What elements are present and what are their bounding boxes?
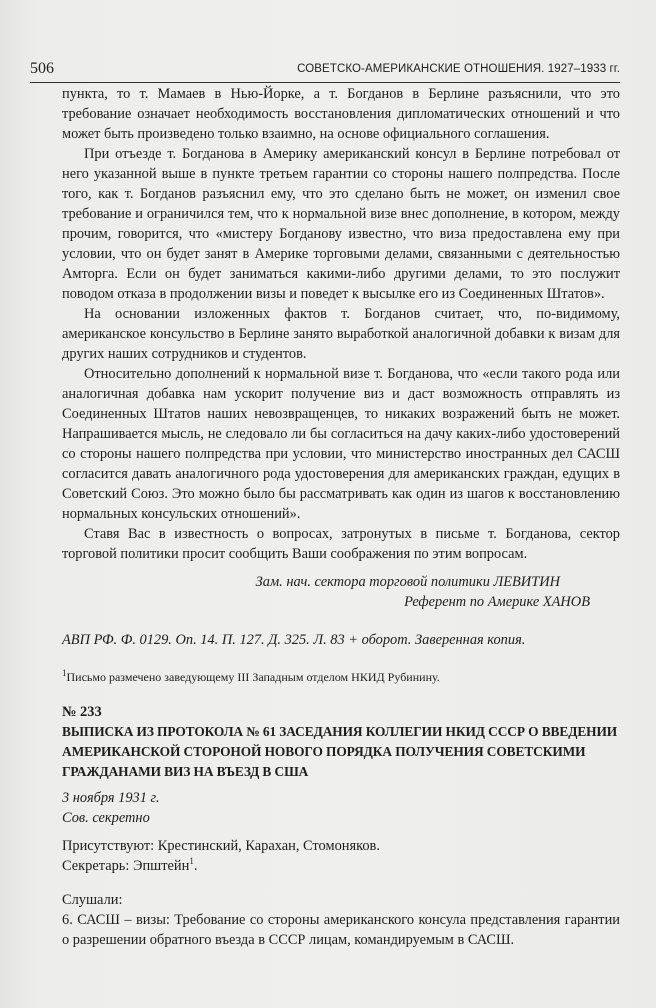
document-number: № 233 bbox=[62, 704, 102, 720]
document-title: ВЫПИСКА ИЗ ПРОТОКОЛА № 61 ЗАСЕДАНИЯ КОЛЛЕГИИ НКИД СССР О ВВЕДЕНИИ АМЕРИКАНСКОЙ СТОРОНОЙ НОВОГО ПОРЯДКА ПОЛУЧЕНИЯ СОВЕТСКИМИ ГРАЖДАНАМИ ВИЗ НА ВЪЕЗД В США bbox=[62, 724, 618, 779]
secretary: Секретарь: Эпштейн$^1$. bbox=[62, 856, 198, 874]
footnote-mark: 1 bbox=[62, 668, 67, 678]
agenda-item-6: 6. САСШ – визы: Требование со стороны американского консула представления гарантии о разрешении обратного въезда в СССР лицам, командируемым в САСШ. bbox=[62, 912, 620, 948]
paragraph-continuation: пункта, то т. Мамаев в Нью-Йорке, а т. Богданов в Берлине разъяснили, что это требование означает необходимость восстановления дипломатических отношений и что может быть произведено только взаимно, на основе официального соглашения. bbox=[62, 86, 620, 142]
footnote bbox=[62, 670, 620, 685]
footnote-text: Письмо размечено заведующему III Западным отделом НКИД Рубинину. bbox=[66, 670, 440, 684]
paragraph-conclusion: На основании изложенных фактов т. Богданов считает, что, по-видимому, американское консульство в Берлине занято выработкой аналогичной добавки к визам для других наших сотрудников и студентов. bbox=[62, 306, 620, 362]
signature-levitin: Зам. нач. сектора торговой политики ЛЕВИТИН bbox=[255, 574, 560, 590]
signature-khanov: Референт по Америке ХАНОВ bbox=[404, 594, 590, 610]
page-number: 506 bbox=[30, 60, 54, 77]
paragraph-bogdanov-departure: При отъезде т. Богданова в Америку американский консул в Берлине потребовал от него указанной выше в пункте третьем гарантии со стороны нашего полпредства. После того, как т. Богданов разъяснил ему, что это сделано быть не может, он изменил свое требование и ограничился тем, что к нормальной визе внес дополнение, в котором, между прочим, говорится, что «мистеру Богданову известно, что виза предоставлена ему при условии, что он будет занят в Америке торговыми делами, связанными с деятельностью Амторга. Если он будет заниматься какими-либо другими делами, то это послужит поводом отказа в продолжении визы и поведет к высылке его из Соединенных Штатов». bbox=[62, 146, 620, 302]
paragraph-request: Ставя Вас в известность о вопросах, затронутых в письме т. Богданова, сектор торговой политики просит сообщить Ваши соображения по этим вопросам. bbox=[62, 526, 620, 562]
paragraph-visa-additions: Относительно дополнений к нормальной визе т. Богданова, что «если такого рода или аналогичная добавка нам ускорит получение виз и даст возможность отправлять из Соединенных Штатов наших невозвращенцев, то никаких возражений быть не может. Напрашивается мысль, не следовало ли бы согласиться на дачу каких-либо удостоверений со стороны нашего полпредства при условии, что министерство иностранных дел САСШ согласится давать аналогичного рода удостоверения для американских граждан, едущих в Советский Союз. Это можно было бы рассматривать как один из шагов к восстановлению нормальных консульских отношений». bbox=[62, 366, 620, 522]
running-title: СОВЕТСКО-АМЕРИКАНСКИЕ ОТНОШЕНИЯ. 1927–1933 гг. bbox=[297, 63, 620, 75]
page-content bbox=[62, 84, 620, 950]
archive-reference: АВП РФ. Ф. 0129. Оп. 14. П. 127. Д. 325. Л. 83 + оборот. Заверенная копия. bbox=[62, 632, 526, 648]
heard-label: Слушали: bbox=[62, 892, 123, 908]
document-date: 3 ноября 1931 г. bbox=[62, 790, 160, 806]
classification: Сов. секретно bbox=[62, 810, 150, 826]
secretary-footnote-mark: 1 bbox=[189, 856, 194, 867]
attendees: Присутствуют: Крестинский, Карахан, Стомоняков. bbox=[62, 838, 380, 854]
page-header bbox=[30, 60, 620, 83]
secretary-text: Секретарь: Эпштейн bbox=[62, 858, 190, 874]
